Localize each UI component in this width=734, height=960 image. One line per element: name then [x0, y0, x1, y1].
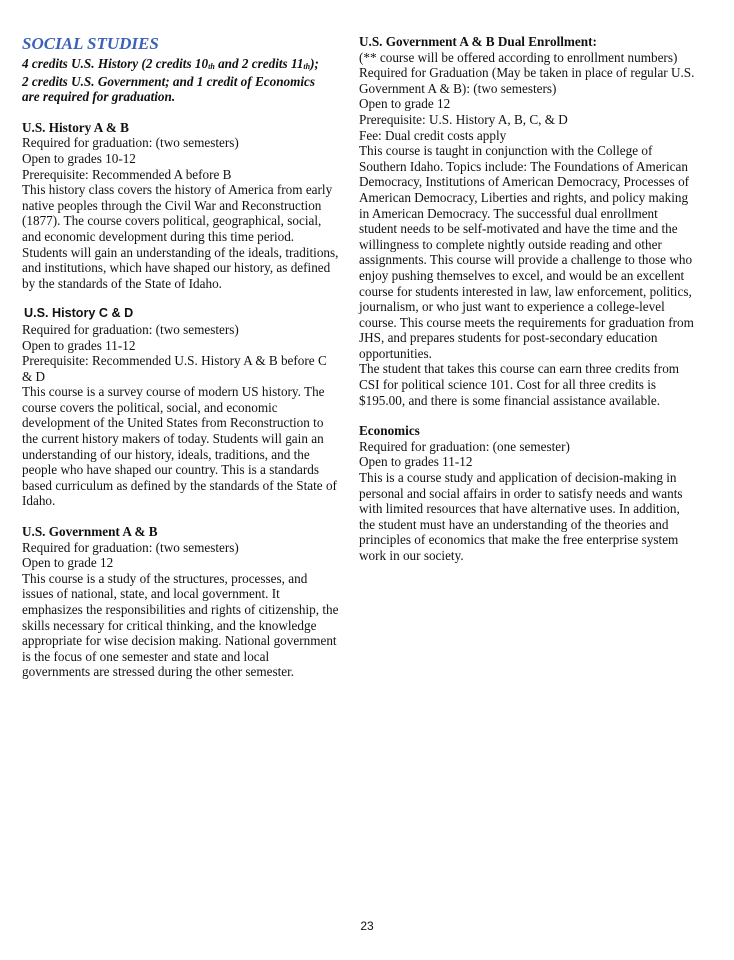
course-requirement: Required for Graduation (May be taken in place of regular U.S. Government A & B): (two semesters) [359, 65, 695, 96]
course-prerequisite: Prerequisite: Recommended A before B [22, 166, 232, 182]
course-title: U.S. History C & D [24, 306, 134, 321]
course-title: Economics [359, 423, 420, 439]
course-title: U.S. Government A & B [22, 524, 158, 540]
course-us-government-dual-enrollment [359, 34, 699, 408]
graduation-requirement-note: 4 credits U.S. History (2 credits $10_{th}$ and 2 credits $11_{th}$); 2 credits U.S. Government; and 1 credit of Economics are required for graduation. [22, 56, 319, 105]
course-description: This course is a study of the structures, processes, and issues of national, state, and local government. It emphasizes the responsibilities and rights of citizenship, the skills necessary for critical thinking, and the knowledge appropriate for wise decision making. National government is the focus of one semester and state and local governments are stressed during the other semester. [22, 570, 339, 680]
course-grades: Open to grades 11-12 [22, 337, 136, 353]
course-grades: Open to grade 12 [22, 555, 114, 571]
course-title: U.S. Government A & B Dual Enrollment: [359, 34, 597, 49]
course-prerequisite: Prerequisite: U.S. History A, B, C, & D [359, 111, 568, 127]
course-us-history-cd [22, 306, 340, 509]
course-economics [359, 423, 699, 563]
course-fee: Fee: Dual credit costs apply [359, 127, 507, 143]
course-requirement: Required for graduation: (two semesters) [22, 135, 239, 151]
page-number: 23 [360, 919, 374, 933]
course-description: This course is a survey course of modern US history. The course covers the political, social, and economic development of the United States from Reconstruction to the current history makers of today. Students will gain an understanding of our history, ideals, traditions, and the people who have shaped our country. This is a standards based curriculum as defined by the standards of the State of Idaho. [22, 384, 337, 509]
course-description: This is a course study and application of decision-making in personal and social affairs in order to satisfy needs and wants with limited resources that have alternative uses. In addition, the student must have an understanding of the theories and principles of economics that make the free enterprise system work in our society. [359, 470, 683, 563]
course-requirement: Required for graduation: (two semesters) [22, 321, 239, 337]
course-us-government-ab [22, 524, 340, 680]
course-credit-info: The student that takes this course can earn three credits from CSI for political science 101. Cost for all three credits is $195.00, and there is some financial assistance available. [359, 361, 680, 408]
course-us-history-ab [22, 120, 340, 292]
course-title: U.S. History A & B [22, 119, 129, 135]
course-description: This history class covers the history of America from early native peoples through the Civil War and Reconstruction (1877). The course covers political, geographical, social, and economic development during this time period. Students will gain an understanding of the ideals, traditions, and institutions, which have shaped our history, as defined by the standards of the State of Idaho. [22, 182, 339, 291]
course-grades: Open to grade 12 [359, 96, 451, 112]
course-requirement: Required for graduation: (two semesters) [22, 539, 239, 555]
course-requirement: Required for graduation: (one semester) [359, 438, 570, 454]
course-prerequisite: Prerequisite: Recommended U.S. History A & B before C & D [22, 353, 327, 384]
section-title: SOCIAL STUDIES [22, 34, 159, 53]
right-column [359, 34, 699, 564]
course-note: (** course will be offered according to enrollment numbers) [359, 49, 678, 65]
left-column [22, 34, 340, 680]
course-grades: Open to grades 11-12 [359, 454, 473, 470]
course-description: This course is taught in conjunction with the College of Southern Idaho. Topics include: The Foundations of American Democracy, Institutions of American Democracy, Processes of American Democracy, Liberties and rights, and policy making in American Democracy. The successful dual enrollment student needs to be self-motivated and have the time and the willingness to complete nightly outside reading and other assignments. This course will provide a challenge to those who enjoy pushing themselves to excel, and would be an excellent course for students interested in law, law enforcement, politics, journalism, or who just want to experience a college-level course. This course meets the requirements for graduation from JHS, and prepares students for post-secondary education opportunities. [359, 143, 694, 361]
course-grades: Open to grades 10-12 [22, 150, 136, 166]
